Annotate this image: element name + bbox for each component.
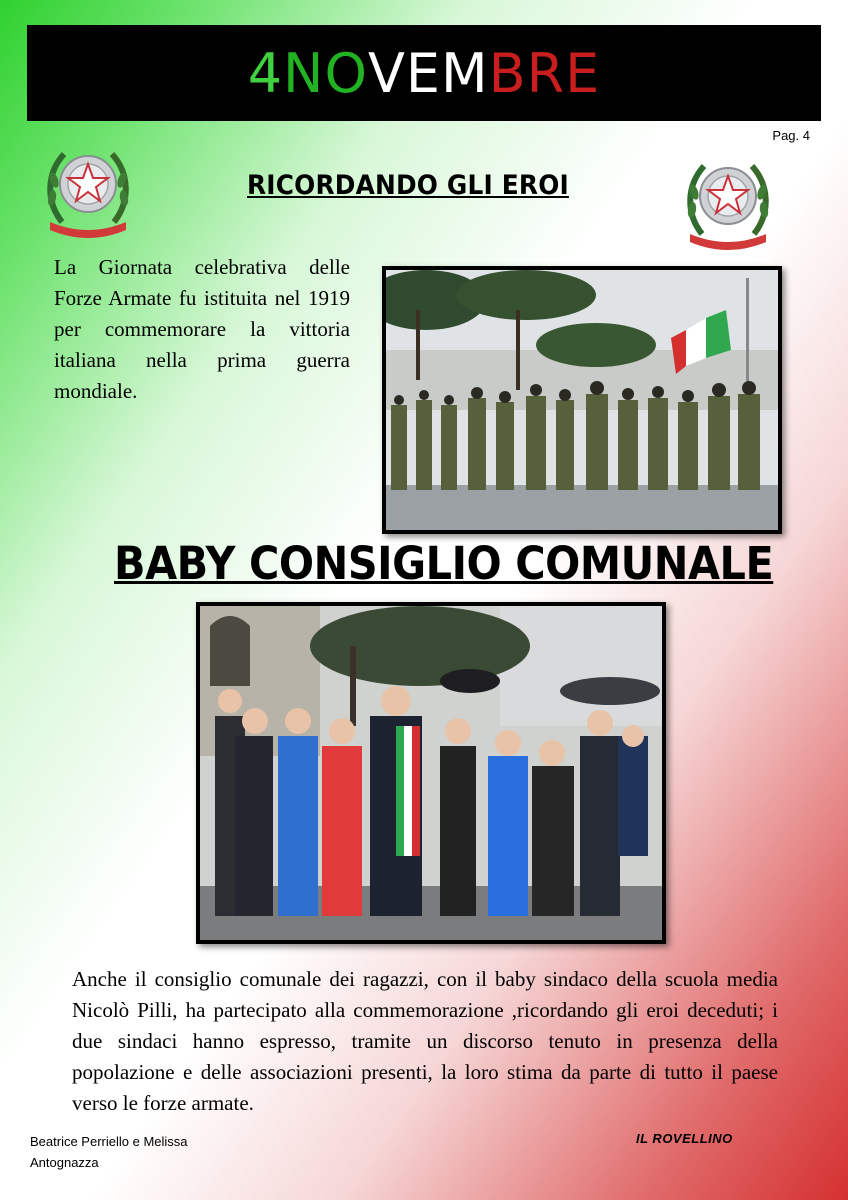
group-photo bbox=[196, 602, 666, 944]
emblem-repubblica-italiana-icon bbox=[682, 152, 774, 256]
title-part: 4 bbox=[247, 41, 284, 105]
authors: Beatrice Perriello e Melissa Antognazza bbox=[30, 1134, 188, 1170]
section-heading-eroi: RICORDANDO GLI EROI bbox=[247, 170, 569, 201]
title-part: NO bbox=[283, 41, 368, 105]
title-part: VEM bbox=[367, 41, 489, 105]
title-part: BRE bbox=[488, 41, 601, 105]
page-number: Pag. 4 bbox=[772, 128, 810, 143]
emblem-repubblica-italiana-icon bbox=[42, 140, 134, 244]
title-banner bbox=[27, 25, 821, 121]
magazine-name: IL ROVELLINO bbox=[636, 1131, 733, 1146]
parade-photo bbox=[382, 266, 782, 534]
intro-paragraph: La Giornata celebrativa delle Forze Armate fu istituita nel 1919 per commemorare la vittoria italiana nella prima guerra mondiale. bbox=[54, 255, 350, 403]
section-heading-baby-consiglio: BABY CONSIGLIO COMUNALE bbox=[114, 537, 774, 590]
body-paragraph: Anche il consiglio comunale dei ragazzi, con il baby sindaco della scuola media Nicolò Pilli, ha partecipato alla commemorazione ,ricordando gli eroi deceduti; i due sindaci hanno espresso, tramite un discorso tenuto in presenza della popolazione e delle associazioni presenti, la loro stima da parte di tutto il paese verso le forze armate. bbox=[72, 967, 778, 1115]
